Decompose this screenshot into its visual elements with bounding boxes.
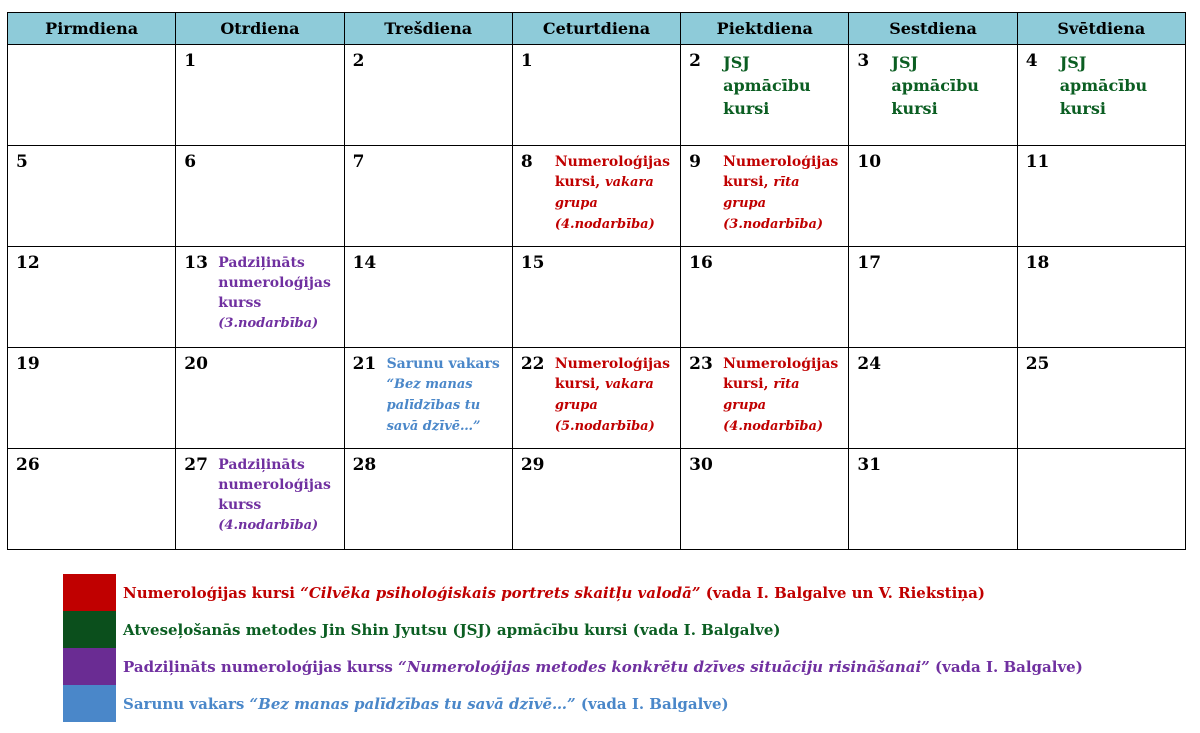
calendar-day-cell bbox=[344, 146, 512, 247]
calendar-week-row bbox=[8, 247, 1186, 348]
calendar-day-cell bbox=[1017, 146, 1185, 247]
legend-text: Numeroloģijas kursi “Cilvēka psiholoģiskais portrets skaitļu valodā” (vada I. Balgalve un V. Riekstiņa) bbox=[123, 583, 986, 602]
calendar-day-cell bbox=[681, 247, 849, 348]
legend-item bbox=[63, 611, 1183, 648]
legend-swatch bbox=[63, 611, 116, 648]
calendar-day-cell bbox=[8, 449, 176, 550]
calendar-day-cell bbox=[1017, 45, 1185, 146]
legend-item bbox=[63, 685, 1183, 722]
weekday-header: Ceturtdiena bbox=[512, 13, 680, 45]
calendar-day-cell bbox=[176, 146, 344, 247]
calendar-day-cell bbox=[512, 348, 680, 449]
day-number: 24 bbox=[857, 354, 882, 374]
legend-swatch bbox=[63, 685, 116, 722]
calendar-day-cell bbox=[512, 247, 680, 348]
calendar-day-cell bbox=[344, 247, 512, 348]
weekday-header: Otrdiena bbox=[176, 13, 344, 45]
calendar-day-cell bbox=[176, 348, 344, 449]
calendar-day-cell bbox=[849, 146, 1017, 247]
calendar-day-cell bbox=[8, 146, 176, 247]
event-detail: vakara grupa (5.nodarbība) bbox=[554, 377, 655, 434]
legend-text: Sarunu vakars “Bez manas palīdzības tu savā dzīvē…” (vada I. Balgalve) bbox=[123, 694, 729, 713]
day-number: 29 bbox=[520, 455, 545, 475]
day-number: 25 bbox=[1025, 354, 1050, 374]
calendar-day-cell bbox=[344, 449, 512, 550]
calendar-week-row bbox=[8, 146, 1186, 247]
legend bbox=[63, 574, 1183, 722]
event-title: Numeroloģijas kursi, bbox=[723, 154, 839, 190]
calendar-day-cell bbox=[849, 449, 1017, 550]
calendar-day-cell bbox=[681, 449, 849, 550]
event-title: Numeroloģijas kursi, bbox=[554, 154, 671, 190]
event-title: Padziļināts numeroloģijas kurss bbox=[218, 255, 331, 311]
calendar-event bbox=[555, 152, 672, 235]
calendar-event bbox=[723, 152, 840, 235]
calendar-event bbox=[555, 354, 672, 437]
event-title: JSJ apmācību kursi bbox=[723, 53, 811, 118]
event-detail: “Bez manas palīdzības tu savā dzīvē…” bbox=[386, 377, 481, 434]
legend-item bbox=[63, 648, 1183, 685]
day-number: 30 bbox=[689, 455, 713, 475]
weekday-header: Piektdiena bbox=[681, 13, 849, 45]
day-number: 31 bbox=[857, 455, 882, 475]
calendar-day-cell bbox=[176, 449, 344, 550]
calendar-day-cell bbox=[512, 146, 680, 247]
calendar-event bbox=[218, 455, 335, 536]
calendar-week-row bbox=[8, 449, 1186, 550]
day-number: 8 bbox=[520, 152, 533, 172]
day-number: 16 bbox=[689, 253, 713, 273]
event-title: JSJ apmācību kursi bbox=[891, 53, 979, 118]
day-number: 21 bbox=[352, 354, 377, 374]
event-detail: rīta grupa (4.nodarbība) bbox=[723, 377, 824, 434]
calendar-day-cell bbox=[344, 348, 512, 449]
calendar-day-cell bbox=[681, 45, 849, 146]
calendar-day-cell bbox=[344, 45, 512, 146]
calendar-day-cell bbox=[1017, 449, 1185, 550]
calendar-day-cell bbox=[8, 348, 176, 449]
day-number: 15 bbox=[520, 253, 545, 273]
event-detail: (4.nodarbība) bbox=[218, 518, 319, 533]
event-title: Numeroloģijas kursi, bbox=[723, 356, 839, 392]
day-number: 23 bbox=[689, 354, 713, 374]
day-number: 28 bbox=[352, 455, 377, 475]
weekday-header: Pirmdiena bbox=[8, 13, 176, 45]
day-number: 10 bbox=[857, 152, 882, 172]
event-detail: rīta grupa (3.nodarbība) bbox=[723, 175, 824, 232]
calendar-day-cell bbox=[176, 247, 344, 348]
calendar-body bbox=[8, 45, 1186, 550]
day-number: 19 bbox=[16, 354, 40, 374]
calendar-day-cell bbox=[1017, 247, 1185, 348]
legend-text: Padziļināts numeroloģijas kurss “Numeroloģijas metodes konkrētu dzīves situāciju risināšanai” (vada I. Balgalve) bbox=[123, 657, 1083, 676]
event-title: Sarunu vakars bbox=[386, 356, 500, 372]
event-title: Padziļināts numeroloģijas kurss bbox=[218, 457, 331, 513]
legend-text: Atveseļošanās metodes Jin Shin Jyutsu (JSJ) apmācību kursi (vada I. Balgalve) bbox=[123, 620, 781, 639]
day-number: 20 bbox=[184, 354, 208, 374]
day-number: 4 bbox=[1025, 51, 1038, 71]
day-number: 27 bbox=[184, 455, 208, 475]
day-number: 2 bbox=[689, 51, 701, 71]
calendar-week-row bbox=[8, 348, 1186, 449]
weekday-header-row bbox=[8, 13, 1186, 45]
day-number: 2 bbox=[352, 51, 365, 71]
day-number: 1 bbox=[520, 51, 533, 71]
weekday-header: Trešdiena bbox=[344, 13, 512, 45]
calendar-day-cell bbox=[176, 45, 344, 146]
calendar-day-cell bbox=[849, 247, 1017, 348]
calendar-day-cell bbox=[681, 146, 849, 247]
legend-swatch bbox=[63, 648, 116, 685]
day-number: 1 bbox=[184, 51, 197, 71]
calendar-day-cell bbox=[8, 45, 176, 146]
calendar-event bbox=[218, 253, 335, 334]
calendar-week-row bbox=[8, 45, 1186, 146]
weekday-header: Sestdiena bbox=[849, 13, 1017, 45]
calendar-day-cell bbox=[8, 247, 176, 348]
calendar-day-cell bbox=[1017, 348, 1185, 449]
calendar-event bbox=[891, 51, 1008, 120]
event-title: JSJ apmācību kursi bbox=[1059, 53, 1148, 118]
weekday-header: Svētdiena bbox=[1017, 13, 1185, 45]
day-number: 3 bbox=[857, 51, 870, 71]
calendar-event bbox=[1060, 51, 1177, 120]
day-number: 6 bbox=[184, 152, 197, 172]
day-number: 5 bbox=[16, 152, 28, 172]
day-number: 18 bbox=[1025, 253, 1050, 273]
event-detail: vakara grupa (4.nodarbība) bbox=[554, 175, 655, 232]
day-number: 9 bbox=[689, 152, 701, 172]
legend-swatch bbox=[63, 574, 116, 611]
calendar-day-cell bbox=[512, 45, 680, 146]
event-title: Numeroloģijas kursi, bbox=[554, 356, 671, 392]
calendar-event bbox=[723, 51, 840, 120]
calendar-day-cell bbox=[512, 449, 680, 550]
calendar-table bbox=[7, 12, 1186, 550]
day-number: 7 bbox=[352, 152, 365, 172]
day-number: 26 bbox=[16, 455, 40, 475]
day-number: 12 bbox=[16, 253, 40, 273]
day-number: 17 bbox=[857, 253, 882, 273]
day-number: 11 bbox=[1025, 152, 1050, 172]
day-number: 22 bbox=[520, 354, 545, 374]
calendar-day-cell bbox=[681, 348, 849, 449]
event-detail: (3.nodarbība) bbox=[218, 316, 319, 331]
legend-item bbox=[63, 574, 1183, 611]
calendar-day-cell bbox=[849, 45, 1017, 146]
day-number: 14 bbox=[352, 253, 377, 273]
calendar-event bbox=[387, 354, 504, 437]
calendar-event bbox=[723, 354, 840, 437]
day-number: 13 bbox=[184, 253, 208, 273]
calendar-day-cell bbox=[849, 348, 1017, 449]
